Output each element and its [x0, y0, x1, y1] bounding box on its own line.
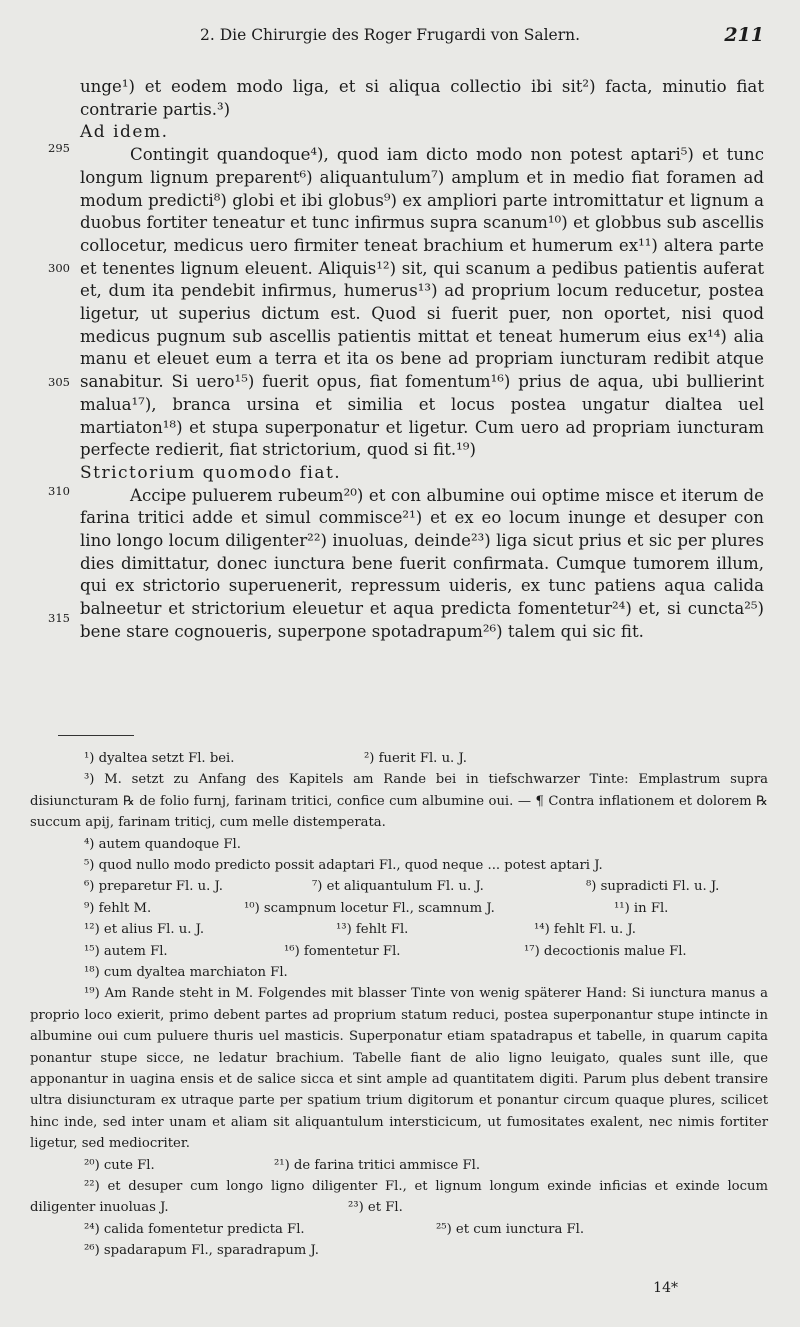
- footnote: ¹⁴) fehlt Fl. u. J.: [534, 922, 636, 938]
- line-number: 300: [48, 261, 70, 275]
- paragraph: Contingit quandoque⁴), quod iam dicto modo non potest aptari⁵) et tunc longum lignum preparent⁶) aliquantulum⁷) amplum et in medio fiat foramen ad modum predicti⁸) globi et ibi globus⁹) ex ampliori parte intromittatur et lignum a duobus fortiter teneatur et tunc infirmus supra scanum¹⁰) et globbus sub ascellis collocetur, medicus uero firmiter teneat brachium et humerum ex¹¹) altera parte et tenentes lignum eleuent. Aliquis¹²) sit, qui scanum a pedibus patientis auferat et, dum ita pendebit infirmus, humerus¹³) ad proprium locum reducetur, postea ligetur, ut superius dictum est. Quod si fuerit puer, non oportet, nisi quod medicus pugnum sub ascellis patientis mittat et teneat humerum eius ex¹⁴) alia manu et eleuet eum a terra et ita os bene ad propriam iuncturam redibit atque sanabitur. Si uero¹⁵) fuerit opus, fiat fomentum¹⁶) prius de aqua, ubi bullierint malua¹⁷), branca ursina et similia et locus postea ungatur dialtea uel martiaton¹⁸) et stupa superponatur et ligetur. Cum uero ad propriam iuncturam perfecte redierit, fiat strictorium, quod si fit.¹⁹): [80, 145, 764, 460]
- footnote: ²⁴) calida fomentetur predicta Fl.: [84, 1221, 305, 1237]
- footnote: ²²) et desuper cum longo ligno diligenter Fl., et lignum longum exinde inficias et exinde locum diligenter inuoluas J.: [30, 1178, 768, 1216]
- footnote: ⁷) et aliquantulum Fl. u. J.: [312, 879, 484, 895]
- footnote: ²⁵) et cum iunctura Fl.: [436, 1221, 585, 1237]
- section-heading: Strictorium quomodo fiat.: [80, 462, 342, 483]
- footnote: ¹³) fehlt Fl.: [336, 922, 409, 938]
- footnote-rule: [58, 735, 134, 736]
- footnote: ⁹) fehlt M.: [84, 900, 152, 916]
- footnote: ²) fuerit Fl. u. J.: [364, 751, 467, 766]
- footnote: ¹⁹) Am Rande steht in M. Folgendes mit blasser Tinte von wenig späterer Hand: Si iunctura manus a proprio loco exierit, primo debent partes ad proprium statum reduci, postea superponantur stupe intincte in albumine oui cum puluere thuris uel masticis. Superponatur etiam spatadrapus et tabelle, in quarum capita ponantur stupe sicce, ne ledatur brachium. Tabelle fiant de alio ligno leuigato, quales sunt ille, que apponantur in uagina ensis et de salice sicca et sint ample ad quantitatem digiti. Parum plus debent transire ultra disiuncturam ex utraque parte per spatium trium digitorum et ponantur circum quaque plures, scilicet hinc inde, sed inter unam et aliam sit aliquantulum intersticicum, ut fumositates exalent, nec nimis fortiter ligetur, sed mediocriter.: [30, 986, 768, 1152]
- page-number: 211: [724, 24, 764, 46]
- footnote: ²⁶) spadarapum Fl., sparadrapum J.: [84, 1243, 319, 1259]
- footnote: ¹⁶) fomentetur Fl.: [284, 943, 401, 959]
- footnote: ¹⁵) autem Fl.: [84, 943, 168, 959]
- line-number: 315: [48, 611, 70, 625]
- footnotes: [30, 748, 768, 1262]
- main-text: [80, 76, 764, 644]
- line-number: 305: [48, 375, 70, 389]
- section-heading: Ad idem.: [80, 122, 169, 143]
- footnote: ⁴) autem quandoque Fl.: [84, 836, 241, 852]
- footnote: ¹²) et alius Fl. u. J.: [84, 922, 205, 938]
- footnote: ¹⁰) scampnum locetur Fl., scamnum J.: [244, 900, 495, 916]
- line-number: 310: [48, 484, 70, 498]
- footnote: ¹⁸) cum dyaltea marchiaton Fl.: [84, 964, 288, 980]
- footnote: ²³) et Fl.: [348, 1200, 403, 1216]
- footnote: ⁶) preparetur Fl. u. J.: [84, 879, 223, 895]
- footnote: ³) M. setzt zu Anfang des Kapitels am Rande bei in tiefschwarzer Tinte: Emplastrum supra disiuncturam ℞ de folio furnj, farinam tritici, confice cum albumine oui. — ¶ Contra inflationem et dolorem ℞ succum apij, farinam triticj, cum melle distemperata.: [30, 772, 768, 831]
- paragraph: Accipe puluerem rubeum²⁰) et con albumine oui optime misce et iterum de farina tritici adde et simul commisce²¹) et ex eo locum inunge et desuper con lino longo locum diligenter²²) inuoluas, deinde²³) liga sicut prius et sic per plures dies dimittatur, donec iunctura bene fuerit confirmata. Cumque tumorem illum, qui ex strictorio superuenerit, repressum uideris, ex tunc patiens aqua calida balneetur et strictorium eleuetur et aqua predicta fomentetur²⁴) et, si cuncta²⁵) bene stare cognoueris, superpone spotadrapum²⁶) talem qui sic fit.: [80, 485, 764, 641]
- signature-mark: 14*: [653, 1280, 678, 1296]
- running-head: 2. Die Chirurgie des Roger Frugardi von Salern.: [200, 26, 581, 44]
- footnote: ⁵) quod nullo modo predicto possit adaptari Fl., quod neque ... potest aptari J.: [84, 858, 603, 873]
- footnote: ¹¹) in Fl.: [614, 900, 669, 916]
- footnote: ²¹) de farina tritici ammisce Fl.: [274, 1157, 481, 1173]
- line-number: 295: [48, 141, 70, 155]
- footnote: ²⁰) cute Fl.: [84, 1157, 155, 1173]
- footnote: ⁸) supradicti Fl. u. J.: [586, 879, 720, 895]
- footnote: ¹⁷) decoctionis malue Fl.: [524, 943, 687, 959]
- footnote: ¹) dyaltea setzt Fl. bei.: [84, 751, 235, 766]
- page-header: [0, 26, 800, 50]
- paragraph: unge¹) et eodem modo liga, et si aliqua collectio ibi sit²) facta, minutio fiat contrarie partis.³): [80, 77, 764, 119]
